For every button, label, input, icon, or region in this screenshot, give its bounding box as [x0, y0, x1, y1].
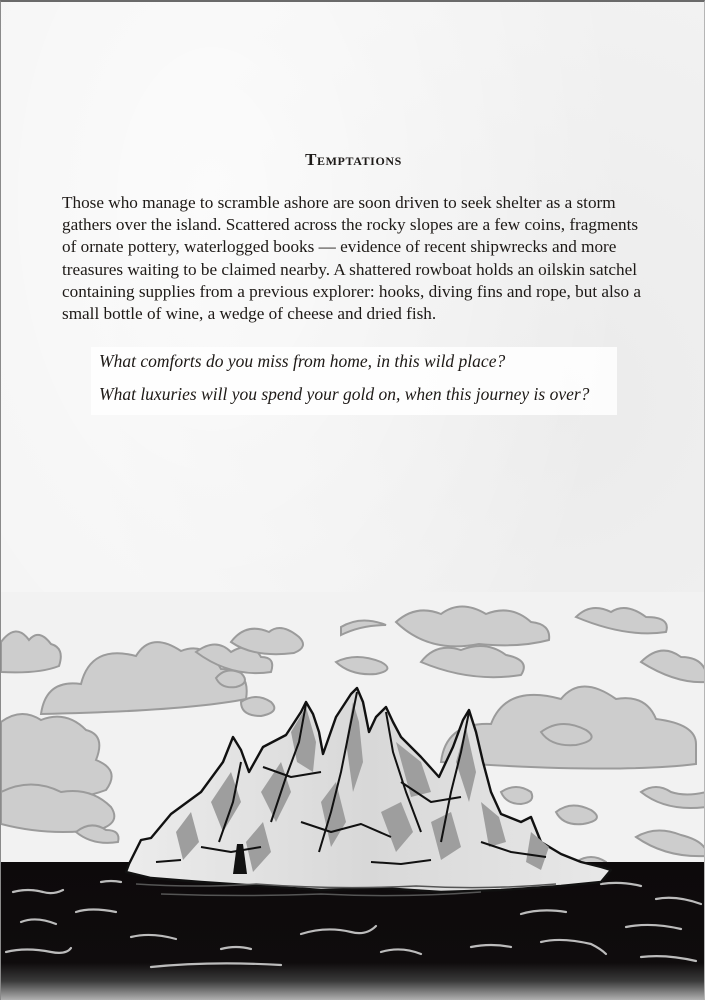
reflection-prompt: What comforts do you miss from home, in this wild place?	[99, 351, 506, 371]
body-paragraph: Those who manage to scramble ashore are soon driven to seek shelter as a storm gathers over the island. Scattered across the rocky slopes are a few coins, fragments of ornate pottery, waterlogged books — evidence of recent shipwrecks and more treasures waiting to be claimed nearby. A shattered rowboat holds an oilskin satchel containing supplies from a previous explorer: hooks, diving fins and rope, but also a small bottle of wine, a wedge of cheese and dried fish.	[62, 193, 642, 324]
reflection-prompt: What luxuries will you spend your gold on, when this journey is over?	[99, 384, 590, 404]
section-heading: Temptations	[305, 150, 402, 169]
island-illustration	[1, 592, 705, 1000]
reflection-prompts-box	[91, 347, 617, 415]
